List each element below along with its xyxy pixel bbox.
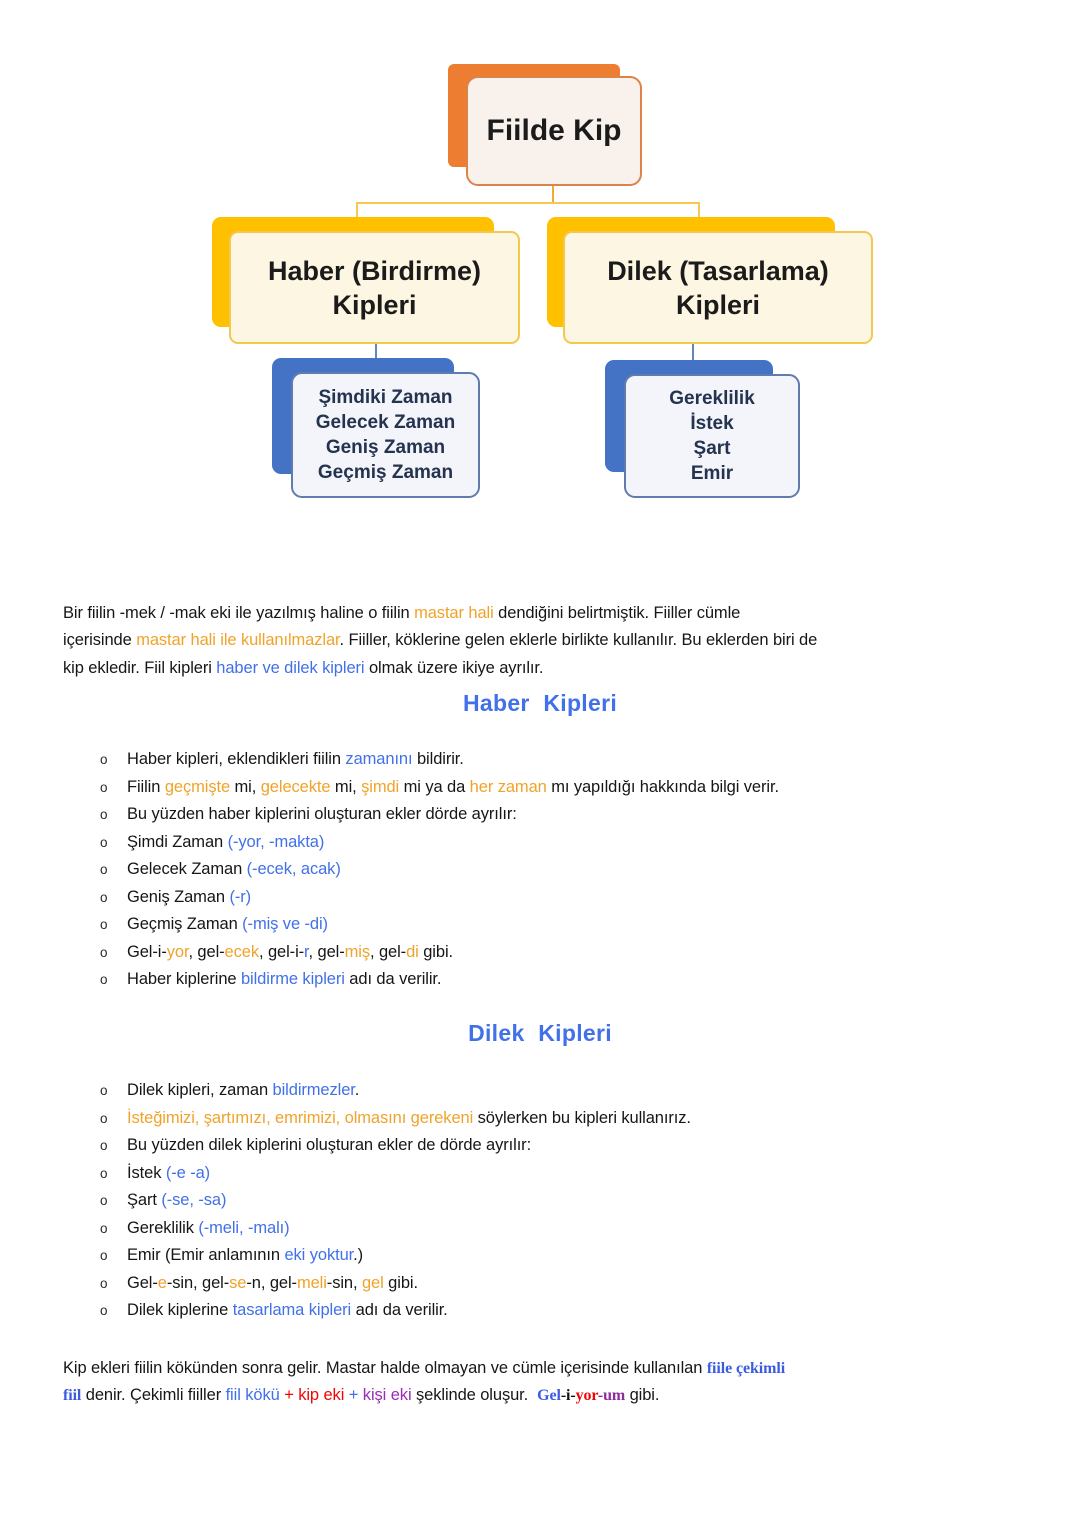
bullet-marker: o (100, 917, 108, 932)
intro-paragraph (63, 600, 1023, 683)
closing-paragraph (63, 1355, 1023, 1410)
bullet-marker: o (100, 1083, 108, 1098)
list-item-text: Gereklilik (-meli, -malı) (127, 1218, 290, 1237)
branch-haber-label-line1: Haber (Birdirme) (267, 255, 482, 286)
bullet-marker: o (100, 862, 108, 877)
list-item (63, 829, 1023, 857)
branch-haber-label-line2: Kipleri (332, 289, 417, 320)
bullet-marker: o (100, 1248, 108, 1263)
branch-dilek-label-line2: Kipleri (675, 289, 761, 320)
list-item (63, 966, 1023, 994)
bullet-marker: o (100, 1275, 108, 1291)
list-item-text: İstek (-e -a) (127, 1163, 211, 1182)
list-item-text: Bu yüzden dilek kiplerini oluşturan ekler de dörde ayrılır: (127, 1136, 532, 1154)
dilek-kipleri-heading: Dilek Kipleri (468, 1020, 612, 1046)
list-item (63, 939, 1023, 967)
bullet-marker: o (100, 1220, 108, 1236)
list-item (63, 884, 1023, 912)
sub-item-label: Şart (693, 438, 731, 459)
list-item (63, 801, 1023, 829)
bullet-marker: o (100, 1193, 108, 1208)
sub-item-label: İstek (690, 413, 734, 434)
list-item-text: Şimdi Zaman (-yor, -makta) (127, 832, 325, 851)
bullet-marker: o (100, 807, 108, 822)
kip-diagram (0, 0, 1080, 560)
bullet-marker: o (100, 779, 108, 795)
bullet-marker: o (100, 1138, 108, 1153)
list-item (63, 1105, 1023, 1133)
list-item-text: İsteğimizi, şartımızı, emrimizi, olmasını gerekeni söylerken bu kipleri kullanırız. (127, 1108, 691, 1127)
bullet-marker: o (100, 1110, 108, 1126)
list-item (63, 1242, 1023, 1270)
list-item-text: Geniş Zaman (-r) (127, 887, 252, 906)
list-item-text: Emir (Emir anlamının eki yoktur.) (127, 1246, 364, 1264)
list-item-text: Bu yüzden haber kiplerini oluşturan ekler dörde ayrılır: (127, 805, 517, 823)
list-item (63, 1160, 1023, 1188)
text-line: fiil denir. Çekimli fiiller fiil kökü + kip eki + kişi eki şeklinde oluşur. Gel-i-yor-um gibi. (63, 1386, 660, 1404)
connector-drop-left (356, 203, 358, 218)
branch-haber-node (229, 231, 520, 344)
list-item-text: Haber kipleri, eklendikleri fiilin zamanını bildirir. (127, 750, 464, 768)
list-item-text: Dilek kiplerine tasarlama kipleri adı da verilir. (127, 1301, 448, 1319)
sub-haber-node (291, 372, 480, 498)
text-line: Bir fiilin -mek / -mak eki ile yazılmış haline o fiilin mastar hali dendiğini belirtmiştik. Fiiller cümle (63, 603, 741, 622)
bullet-marker: o (100, 972, 108, 987)
bullet-marker: o (100, 834, 108, 850)
branch-dilek-label-line1: Dilek (Tasarlama) (607, 255, 829, 286)
list-item-text: Gel-e-sin, gel-se-n, gel-meli-sin, gel gibi. (127, 1273, 418, 1292)
text-line: Kip ekleri fiilin kökünden sonra gelir. Mastar halde olmayan ve cümle içerisinde kullanılan fiile çekimli (63, 1358, 786, 1377)
list-item (63, 1215, 1023, 1243)
connector-root-stub (552, 186, 554, 203)
sub-item-label: Geniş Zaman (325, 437, 446, 458)
diagram-root-node (466, 76, 642, 186)
bullet-marker: o (100, 752, 108, 767)
sub-item-label: Şimdiki Zaman (318, 387, 453, 408)
bullet-marker: o (100, 1303, 108, 1318)
bullet-marker: o (100, 1165, 108, 1181)
list-item-text: Fiilin geçmişte mi, gelecekte mi, şimdi mi ya da her zaman mı yapıldığı hakkında bilgi verir. (127, 777, 779, 796)
sub-item-label: Gelecek Zaman (315, 412, 456, 433)
list-item-text: Dilek kipleri, zaman bildirmezler. (127, 1081, 360, 1099)
dilek-list (63, 1077, 1023, 1325)
bullet-marker: o (100, 944, 108, 960)
list-item (63, 1297, 1023, 1325)
text-line: kip ekledir. Fiil kipleri haber ve dilek kipleri olmak üzere ikiye ayrılır. (63, 658, 544, 677)
list-item-text: Gelecek Zaman (-ecek, acak) (127, 860, 341, 878)
list-item-text: Gel-i-yor, gel-ecek, gel-i-r, gel-miş, gel-di gibi. (127, 942, 454, 961)
list-item-text: Geçmiş Zaman (-miş ve -di) (127, 915, 328, 933)
list-item-text: Haber kiplerine bildirme kipleri adı da verilir. (127, 970, 442, 988)
list-item (63, 746, 1023, 774)
haber-kipleri-heading: Haber Kipleri (462, 690, 618, 716)
branch-dilek-node (563, 231, 873, 344)
root-node-label: Fiilde Kip (486, 114, 622, 147)
haber-list (63, 746, 1023, 994)
text-line: içerisinde mastar hali ile kullanılmazlar. Fiiller, köklerine gelen eklerle birlikte kullanılır. Bu eklerden biri de (63, 631, 818, 649)
connector-drop-right (698, 203, 700, 218)
sub-item-label: Geçmiş Zaman (317, 462, 454, 483)
connector-horizontal (356, 202, 700, 204)
list-item (63, 1187, 1023, 1215)
list-item (63, 1132, 1023, 1160)
sub-dilek-node (624, 374, 800, 498)
bullet-marker: o (100, 889, 108, 905)
list-item-text: Şart (-se, -sa) (127, 1191, 227, 1209)
sub-item-label: Emir (690, 463, 734, 484)
list-item (63, 856, 1023, 884)
sub-item-label: Gereklilik (669, 388, 755, 409)
list-item (63, 1077, 1023, 1105)
list-item (63, 774, 1023, 802)
list-item (63, 911, 1023, 939)
list-item (63, 1270, 1023, 1298)
